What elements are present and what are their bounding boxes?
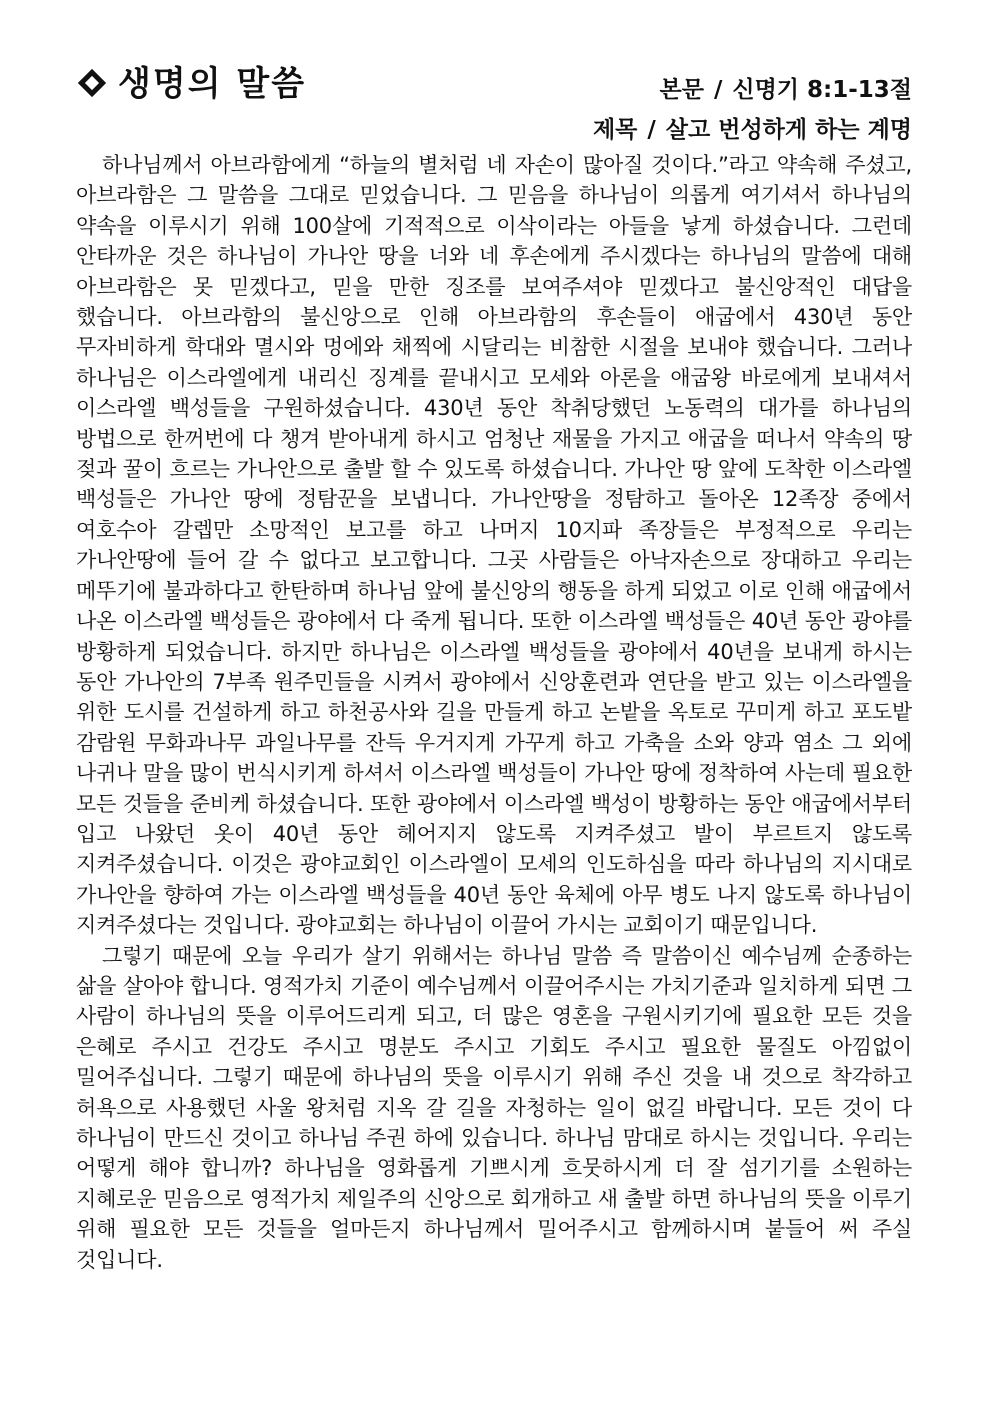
sermon-body (76, 150, 912, 1275)
scripture-line (593, 70, 912, 110)
page-title (76, 56, 306, 105)
page-title-text: 생명의 말씀 (118, 64, 307, 104)
paragraph: 하나님께서 아브라함에게 “하늘의 별처럼 네 자손이 많아질 것이다.”라고 약속해 주셨고, 아브라함은 그 말씀을 그대로 믿었습니다. 그 믿음을 하나님이 의롭게 여기셔서 하나님의 약속을 이루시기 위해 100살에 기적적으로 이삭이라는 아들을 낳게 하셨습니다. 그런데 안타까운 것은 하나님이 가나안 땅을 너와 네 후손에게 주시겠다는 하나님의 말씀에 대해 아브라함은 못 믿겠다고, 믿을 만한 징조를 보여주셔야 믿겠다고 불신앙적인 대답을 했습니다. 아브라함의 불신앙으로 인해 아브라함의 후손들이 애굽에서 430년 동안 무자비하게 학대와 멸시와 멍에와 채찍에 시달리는 비참한 시절을 보내야 했습니다. 그러나 하나님은 이스라엘에게 내리신 징계를 끝내시고 모세와 아론을 애굽왕 바로에게 보내셔서 이스라엘 백성들을 구원하셨습니다. 430년 동안 착취당했던 노동력의 대가를 하나님의 방법으로 한꺼번에 다 챙겨 받아내게 하시고 엄청난 재물을 가지고 애굽을 떠나서 약속의 땅 젖과 꿀이 흐르는 가나안으로 출발 할 수 있도록 하셨습니다. 가나안 땅 앞에 도착한 이스라엘 백성들은 가나안 땅에 정탐꾼을 보냅니다. 가나안땅을 정탐하고 돌아온 12족장 중에서 여호수아 갈렙만 소망적인 보고를 하고 나머지 10지파 족장들은 부정적으로 우리는 가나안땅에 들어 갈 수 없다고 보고합니다. 그곳 사람들은 아낙자손으로 장대하고 우리는 메뚜기에 불과하다고 한탄하며 하나님 앞에 불신앙의 행동을 하게 되었고 이로 인해 애굽에서 나온 이스라엘 백성들은 광야에서 다 죽게 됩니다. 또한 이스라엘 백성들은 40년 동안 광야를 방황하게 되었습니다. 하지만 하나님은 이스라엘 백성들을 광야에서 40년을 보내게 하시는 동안 가나안의 7부족 원주민들을 시켜서 광야에서 신앙훈련과 연단을 받고 있는 이스라엘을 위한 도시를 건설하게 하고 하천공사와 길을 만들게 하고 논밭을 옥토로 꾸미게 하고 포도밭 감람원 무화과나무 과일나무를 잔득 우거지게 가꾸게 하고 가축을 소와 양과 염소 그 외에 나귀나 말을 많이 번식시키게 하셔서 이스라엘 백성들이 가나안 땅에 정착하여 사는데 필요한 모든 것들을 준비케 하셨습니다. 또한 광야에서 이스라엘 백성이 방황하는 동안 애굽에서부터 입고 나왔던 옷이 40년 동안 헤어지지 않도록 지켜주셨고 발이 부르트지 않도록 지켜주셨습니다. 이것은 광야교회인 이스라엘이 모세의 인도하심을 따라 하나님의 지시대로 가나안을 향하여 가는 이스라엘 백성들을 40년 동안 육체에 아무 병도 나지 않도록 하나님이 지켜주셨다는 것입니다. 광야교회는 하나님이 이끌어 가시는 교회이기 때문입니다. (76, 153, 913, 938)
paragraph: 그렇기 때문에 오늘 우리가 살기 위해서는 하나님 말씀 즉 말씀이신 예수님께 순종하는 삶을 살아야 합니다. 영적가치 기준이 예수님께서 이끌어주시는 가치기준과 일치하게 되면 그 사람이 하나님의 뜻을 이루어드리게 되고, 더 많은 영혼을 구원시키기에 필요한 모든 것을 은혜로 주시고 건강도 주시고 명분도 주시고 기회도 주시고 필요한 물질도 아낌없이 밀어주십니다. 그렇기 때문에 하나님의 뜻을 이루시기 위해 주신 것을 내 것으로 착각하고 허욕으로 사용했던 사울 왕처럼 지옥 갈 길을 자청하는 일이 없길 바랍니다. 모든 것이 다 하나님이 만드신 것이고 하나님 주권 하에 있습니다. 하나님 맘대로 하시는 것입니다. 우리는 어떻게 해야 합니까? 하나님을 영화롭게 기쁘시게 흐뭇하시게 더 잘 섬기기를 소원하는 지혜로운 믿음으로 영적가치 제일주의 신앙으로 회개하고 새 출발 하면 하나님의 뜻을 이루기 위해 필요한 모든 것들을 얼마든지 하나님께서 밀어주시고 함께하시며 붙들어 써 주실 것입니다. (76, 943, 912, 1272)
subject-line (593, 110, 912, 150)
scripture-reference: 신명기 8:1-13절 (732, 77, 912, 103)
subject-text: 살고 번성하게 하는 계명 (665, 117, 912, 143)
sermon-meta (593, 70, 912, 150)
sermon-header (76, 56, 912, 148)
sermon-page (76, 56, 912, 1275)
scripture-separator: / (713, 77, 723, 103)
scripture-label: 본문 (659, 77, 704, 103)
subject-label: 제목 (592, 117, 638, 143)
subject-separator: / (647, 117, 656, 143)
diamond-bullet-icon (78, 68, 106, 96)
